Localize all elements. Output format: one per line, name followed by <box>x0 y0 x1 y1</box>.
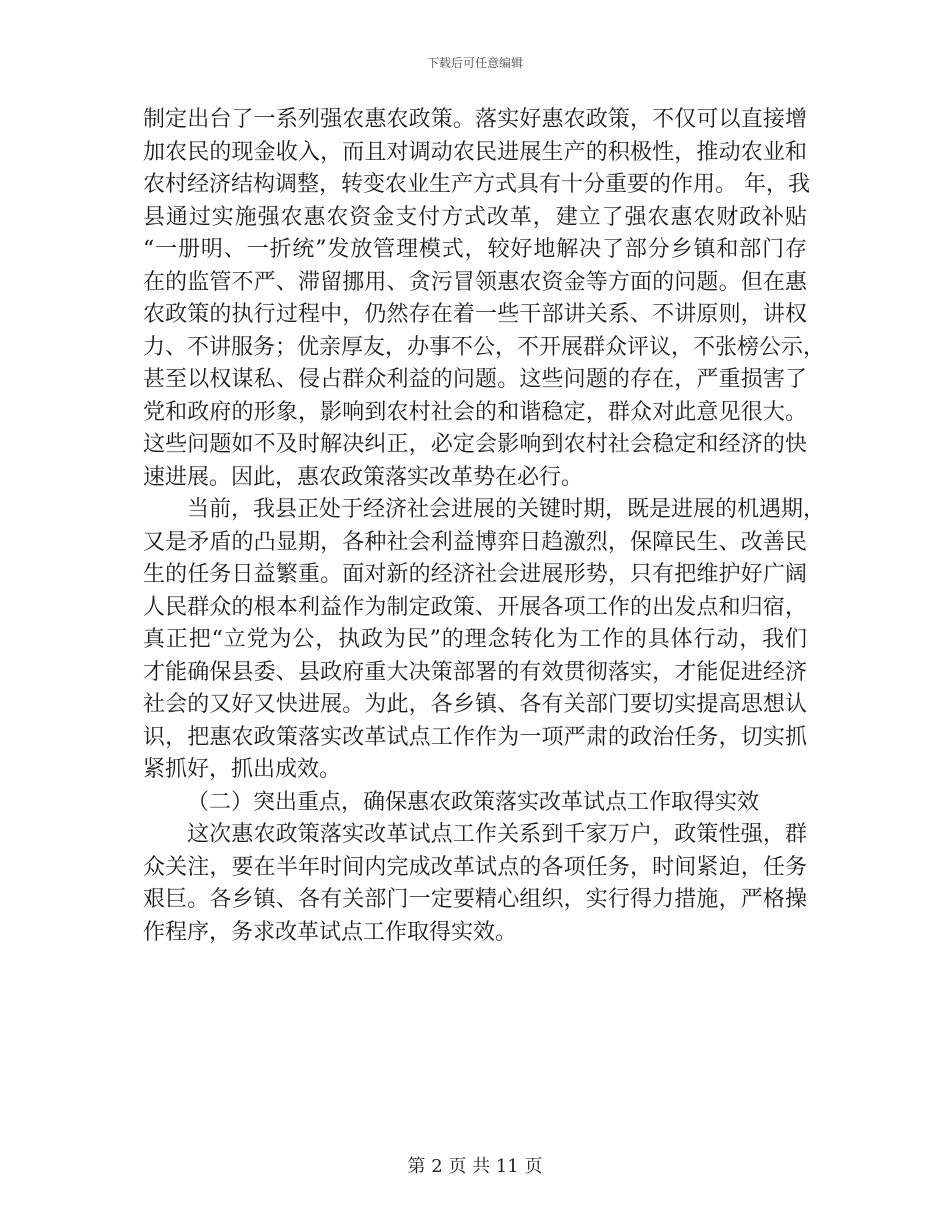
text-line: 作程序，务求改革试点工作取得实效。 <box>143 919 518 945</box>
text-line: 当前，我县正处于经济社会进展的关键时期，既是进展的机遇期， <box>187 497 826 522</box>
section-heading: （二）突出重点，确保惠农政策落实改革试点工作取得实效 <box>187 789 760 815</box>
header-note: 下载后可任意编辑 <box>426 56 523 70</box>
text-line: 人民群众的根本利益作为制定政策、开展各项工作的出发点和归宿， <box>143 594 807 620</box>
text-line: 又是矛盾的凸显期，各种社会利益博弈日趋激烈，保障民生、改善民 <box>143 529 807 555</box>
text-line: 县通过实施强农惠农资金支付方式改革，建立了强农惠农财政补贴 <box>143 204 807 230</box>
text-line: 这些问题如不及时解决纠正，必定会影响到农村社会稳定和经济的快 <box>143 432 807 457</box>
document-body <box>143 104 826 949</box>
text-line: 甚至以权谋私、侵占群众利益的问题。这些问题的存在，严重损害了 <box>143 367 807 392</box>
text-line: 社会的又好又快进展。为此，各乡镇、各有关部门要切实提高思想认 <box>143 692 807 717</box>
page-number: 第 2 页 共 11 页 <box>407 1156 543 1177</box>
text-line: 制定出台了一系列强农惠农政策。落实好惠农政策，不仅可以直接增 <box>143 107 807 132</box>
text-line: 党和政府的形象，影响到农村社会的和谐稳定，群众对此意见很大。 <box>143 399 807 425</box>
text-line: 在的监管不严、滞留挪用、贪污冒领惠农资金等方面的问题。但在惠 <box>143 269 807 295</box>
text-line: 才能确保县委、县政府重大决策部署的有效贯彻落实，才能促进经济 <box>143 659 807 685</box>
text-line: 识，把惠农政策落实改革试点工作作为一项严肃的政治任务，切实抓 <box>143 724 807 750</box>
text-line: 生的任务日益繁重。面对新的经济社会进展形势，只有把维护好广阔 <box>143 562 807 587</box>
text-line: 艰巨。各乡镇、各有关部门一定要精心组织，实行得力措施，严格操 <box>143 887 807 912</box>
text-line: 这次惠农政策落实改革试点工作关系到千家万户，政策性强，群 <box>187 822 807 847</box>
text-line: 农政策的执行过程中，仍然存在着一些干部讲关系、不讲原则，讲权 <box>143 302 807 327</box>
text-line: “一册明、一折统”发放管理模式，较好地解决了部分乡镇和部门存 <box>143 237 807 262</box>
text-line: 速进展。因此，惠农政策落实改革势在必行。 <box>143 464 584 490</box>
text-line: 众关注，要在半年时间内完成改革试点的各项任务，时间紧迫，任务 <box>143 854 807 880</box>
text-line: 真正把“立党为公，执政为民”的理念转化为工作的具体行动，我们 <box>143 627 807 652</box>
text-line: 加农民的现金收入，而且对调动农民进展生产的积极性，推动农业和 <box>143 139 807 165</box>
text-line: 农村经济结构调整，转变农业生产方式具有十分重要的作用。 年，我 <box>143 172 810 197</box>
text-line: 紧抓好，抓出成效。 <box>143 757 342 782</box>
text-line: 力、不讲服务；优亲厚友，办事不公，不开展群众评议，不张榜公示， <box>143 334 826 360</box>
